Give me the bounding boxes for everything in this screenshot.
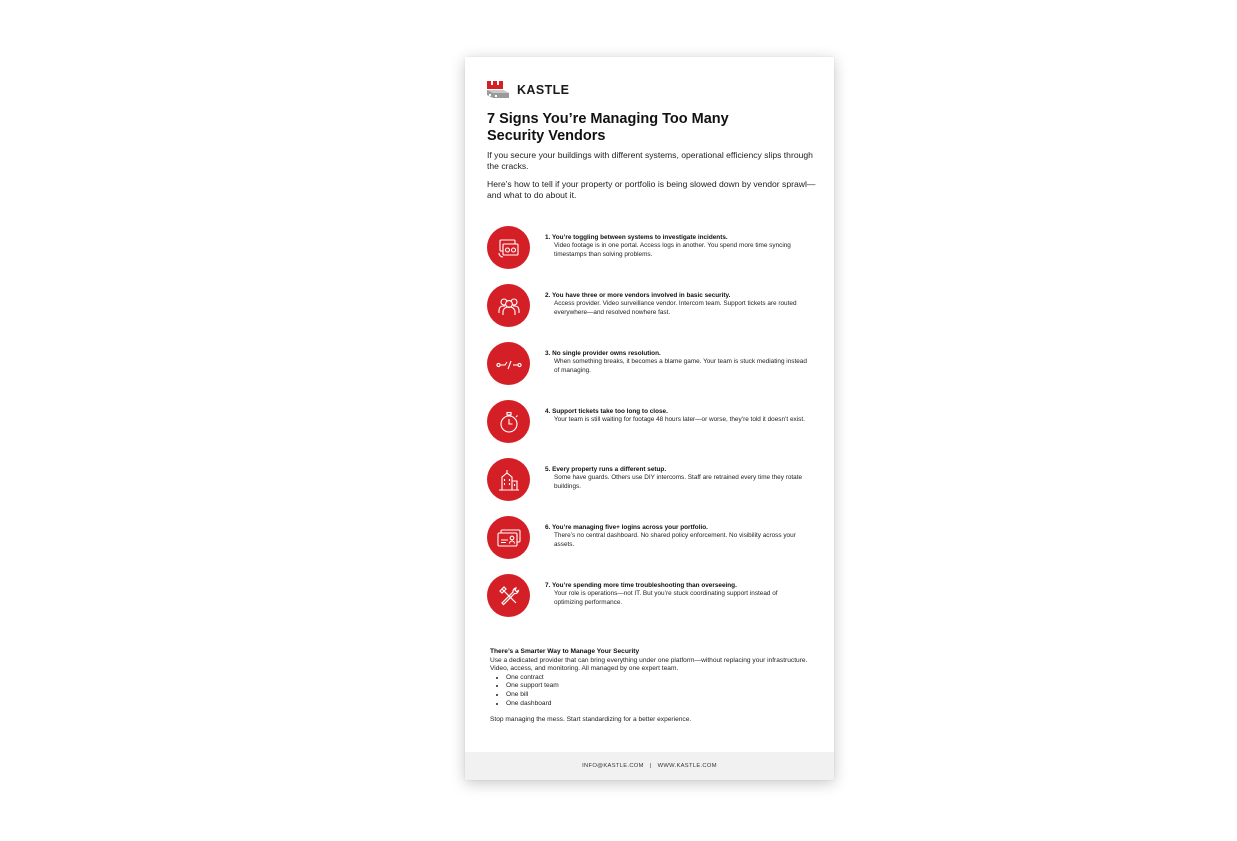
sign-heading: 3. No single provider owns resolution. [545, 350, 661, 357]
sign-item [487, 342, 817, 388]
list-item: • One dashboard [506, 700, 815, 709]
sign-body: There’s no central dashboard. No shared policy enforcement. No visibility across your assets. [554, 532, 796, 548]
sign-heading: 2. You have three or more vendors involved in basic security. [545, 292, 731, 299]
sign-heading: 7. You’re spending more time troubleshooting than overseeing. [545, 582, 737, 589]
list-item: • One bill [506, 691, 815, 700]
buildings-icon [496, 467, 522, 493]
sign-heading: 5. Every property runs a different setup. [545, 466, 667, 473]
stopwatch-icon [496, 409, 522, 435]
sign-heading: 6. You’re managing five+ logins across your portfolio. [545, 524, 708, 531]
broken-connection-icon [495, 351, 523, 377]
intro [487, 150, 817, 208]
sign-icon-circle [487, 458, 530, 501]
brand-name: KASTLE [517, 83, 570, 97]
intro-paragraph: If you secure your buildings with different systems, operational efficiency slips through the cracks. [487, 150, 813, 171]
footer-email-link[interactable]: INFO@KASTLE.COM [582, 763, 644, 769]
sign-body: Some have guards. Others use DIY intercoms. Staff are retrained every time they rotate buildings. [554, 474, 803, 490]
smarter-heading: There’s a Smarter Way to Manage Your Security [490, 648, 640, 655]
brand-logo [486, 79, 569, 101]
sign-body: Your team is still waiting for footage 48 hours later—or worse, they’re told it doesn’t exist. [554, 416, 805, 424]
list-item: • One contract [506, 674, 815, 683]
sign-item [487, 284, 817, 330]
sign-item [487, 458, 817, 504]
sign-icon-circle [487, 574, 530, 617]
footer-website-link[interactable]: WWW.KASTLE.COM [657, 763, 717, 769]
id-cards-icon [495, 525, 523, 551]
sign-body: Access provider. Video surveillance vendor. Intercom team. Support tickets are routed everywhere—and resolved nowhere fast. [554, 300, 797, 316]
sign-item [487, 516, 817, 562]
footer-separator: | [649, 763, 652, 769]
smarter-way-section [490, 648, 815, 725]
sign-body: Video footage is in one portal. Access logs in another. You spend more time syncing timestamps than solving problems. [554, 242, 791, 258]
sign-icon-circle [487, 342, 530, 385]
list-item: • One support team [506, 682, 815, 691]
closing-statement: Stop managing the mess. Start standardizing for a better experience. [490, 716, 692, 724]
kastle-logo-icon [486, 80, 510, 100]
sign-item [487, 400, 817, 446]
people-group-icon [496, 293, 522, 319]
sign-body: Your role is operations—not IT. But you’re stuck coordinating support instead of optimizing performance. [554, 590, 778, 606]
sign-icon-circle [487, 400, 530, 443]
sign-item [487, 574, 817, 620]
sign-heading: 1. You’re toggling between systems to investigate incidents. [545, 234, 728, 241]
sign-icon-circle [487, 516, 530, 559]
intro-paragraph: Here’s how to tell if your property or portfolio is being slowed down by vendor sprawl—and what to do about it. [487, 179, 816, 200]
footer [465, 752, 834, 780]
sign-body: When something breaks, it becomes a blame game. Your team is stuck mediating instead of managing. [554, 358, 807, 374]
smarter-body: Use a dedicated provider that can bring everything under one platform—without replacing your infrastructure. Video, access, and monitoring. All managed by one expert team. [490, 656, 808, 673]
sign-item [487, 226, 817, 272]
tools-icon [496, 583, 522, 609]
benefits-list [490, 674, 815, 708]
document-page [465, 57, 834, 780]
sign-heading: 4. Support tickets take too long to close. [545, 408, 668, 415]
page-title: 7 Signs You’re Managing Too Many Security Vendors [487, 111, 729, 144]
sign-icon-circle [487, 284, 530, 327]
dashboard-screens-icon [496, 235, 522, 261]
sign-icon-circle [487, 226, 530, 269]
